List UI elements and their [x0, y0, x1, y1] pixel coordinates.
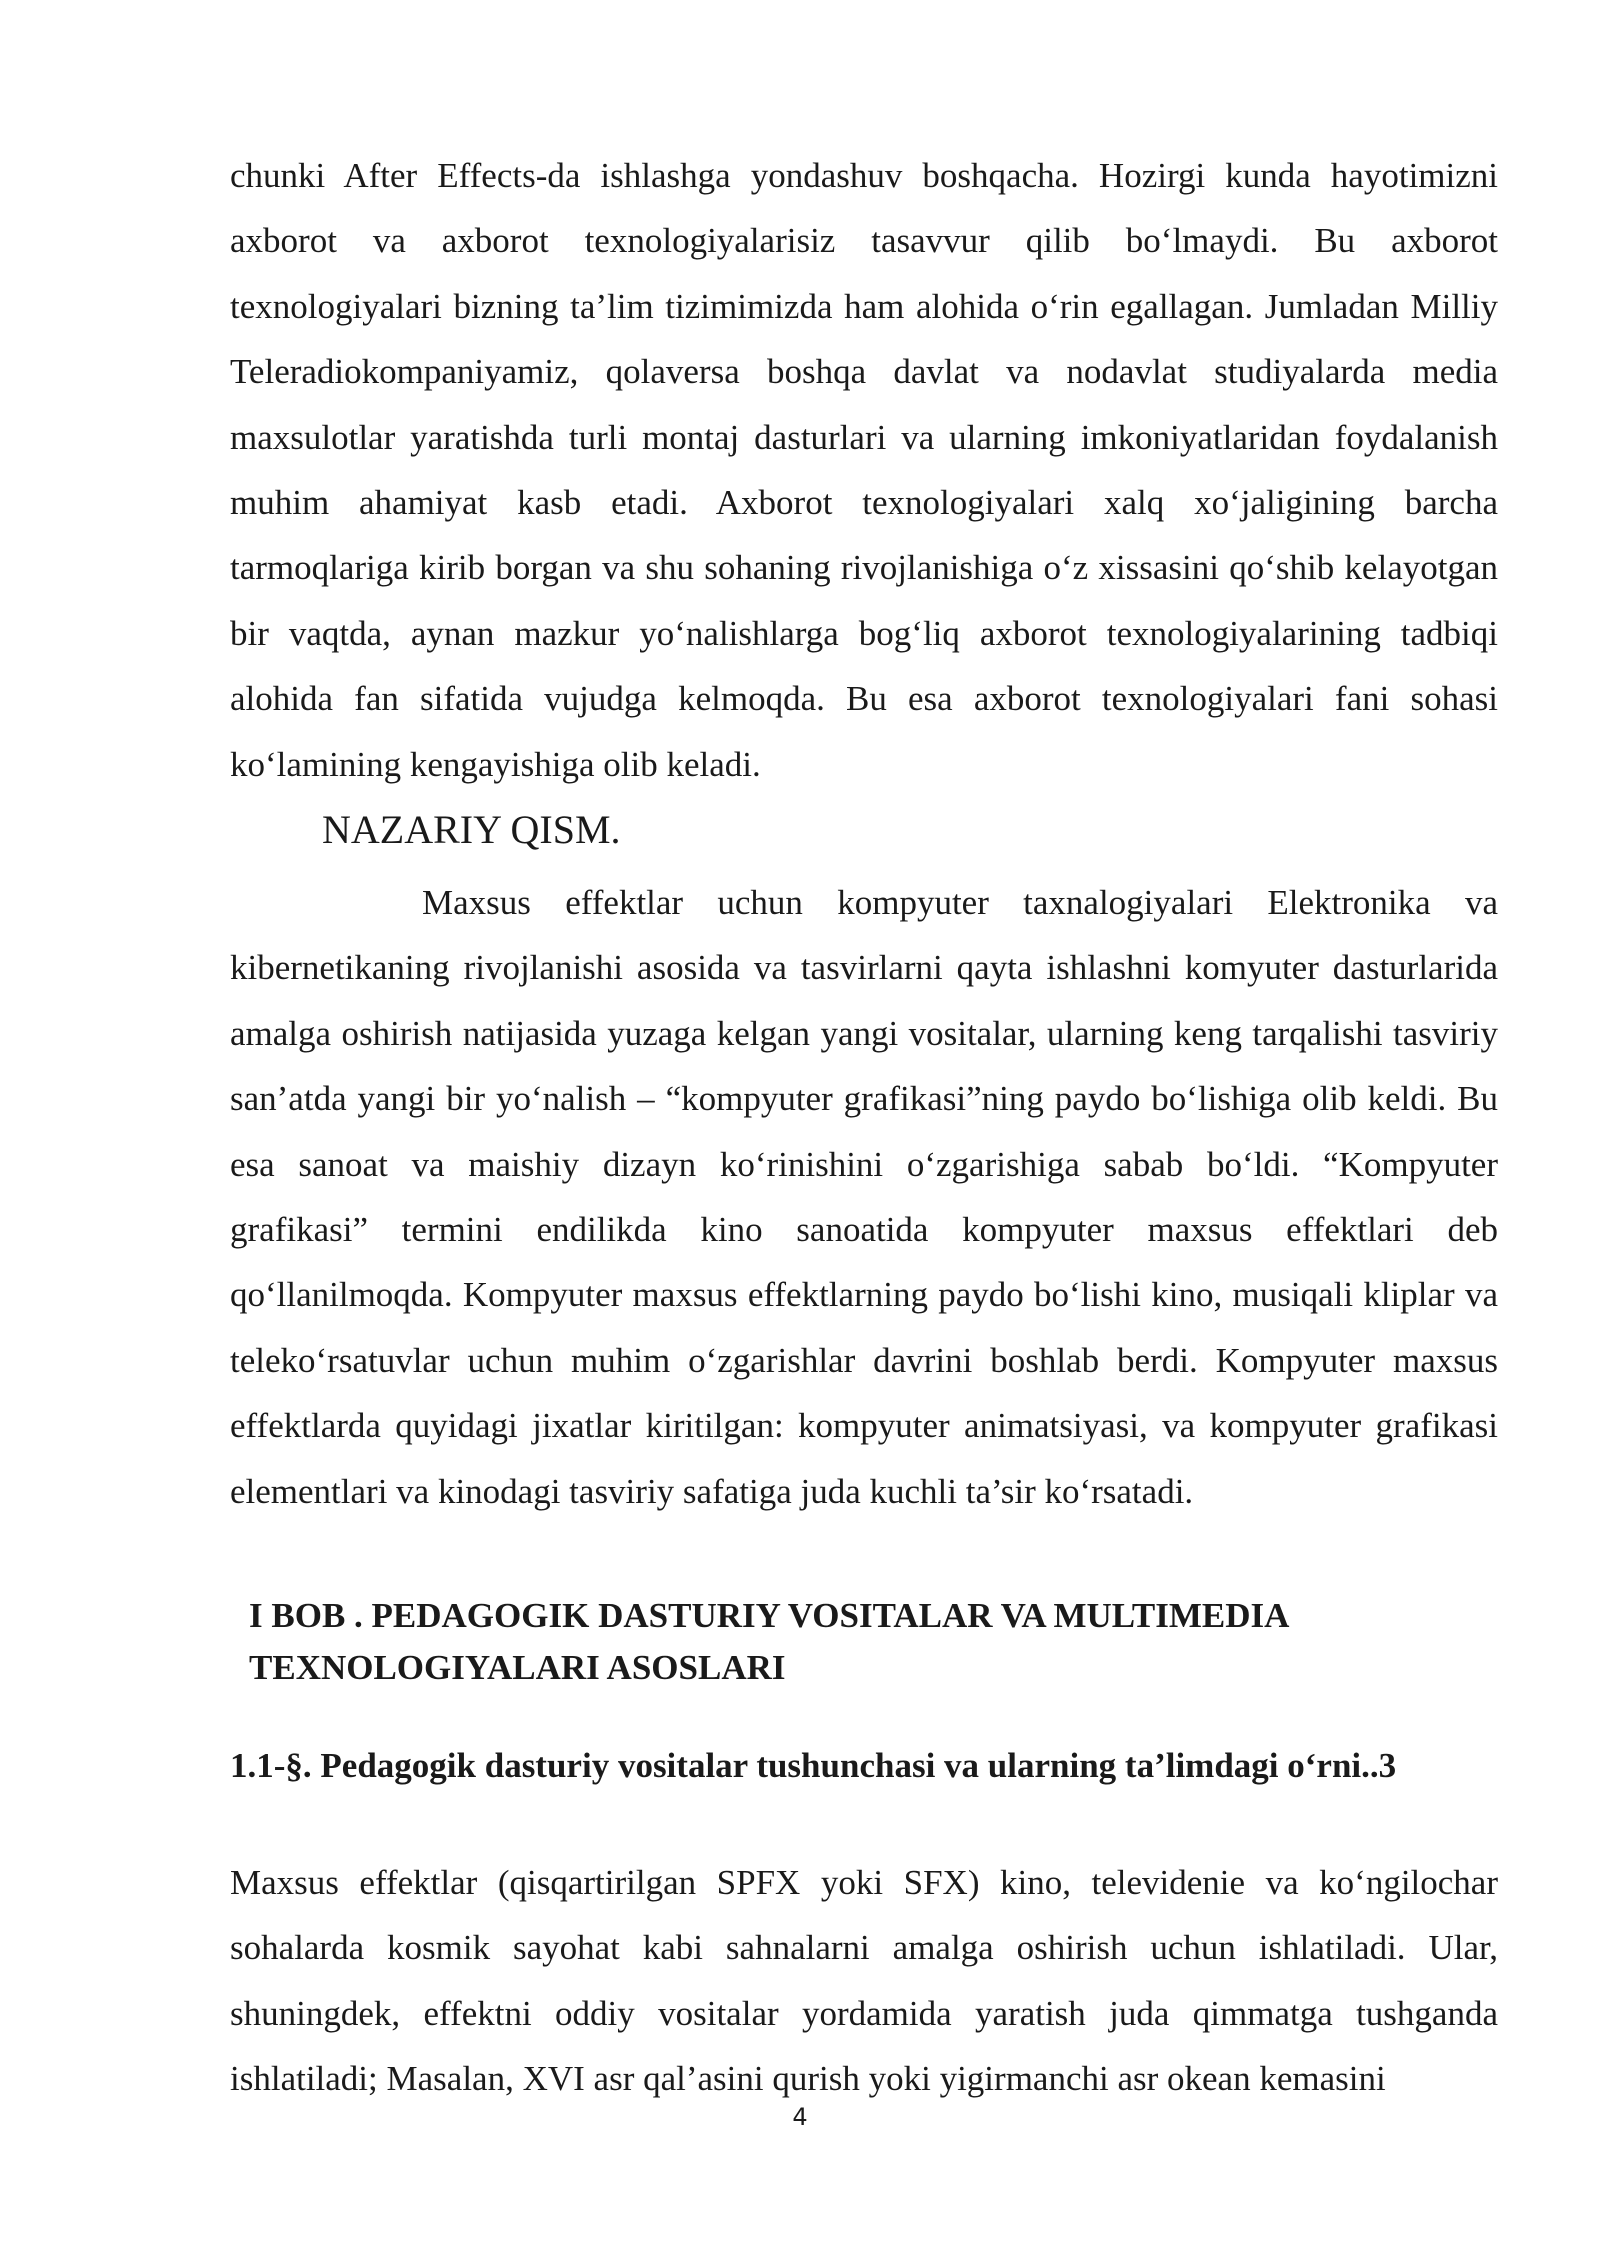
- chapter-heading: I BOB . PEDAGOGIK DASTURIY VOSITALAR VA MULTIMEDIA TEXNOLOGIYALARI ASOSLARI: [249, 1596, 1288, 1687]
- page-number: 4: [792, 2103, 808, 2131]
- effects-paragraph: Maxsus effektlar (qisqartirilgan SPFX yoki SFX) kino, televidenie va ko‘ngilochar sohalarda kosmik sayohat kabi sahnalarni amalga oshirish uchun ishlatiladi. Ular, shuningdek, effektni oddiy vositalar yordamida yaratish juda qimmatga tushganda ishlatiladi; Masalan, XVI asr qal’asini qurish yoki yigirmanchi asr okean kemasini: [230, 1863, 1498, 2099]
- section-title: NAZARIY QISM.: [322, 807, 621, 852]
- effects-section: [230, 1850, 1498, 2112]
- intro-paragraph: chunki After Effects-da ishlashga yondashuv boshqacha. Hozirgi kunda hayotimizni axborot va axborot texnologiyalarisiz tasavvur qilib bo‘lmaydi. Bu axborot texnologiyalari bizning ta’lim tizimimizda ham alohida o‘rin egallagan. Jumladan Milliy Teleradiokompaniyamiz, qolaversa boshqa davlat va nodavlat studiyalarda media maxsulotlar yaratishda turli montaj dasturlari va ularning imkoniyatlaridan foydalanish muhim ahamiyat kasb etadi. Axborot texnologiyalari xalq xo‘jaligining barcha tarmoqlariga kirib borgan va shu sohaning rivojlanishiga o‘z xissasini qo‘shib kelayotgan bir vaqtda, aynan mazkur yo‘nalishlarga bog‘liq axborot texnologiyalarining tadbiqi alohida fan sifatida vujudga kelmoqda. Bu esa axborot texnologiyalari fani sohasi ko‘lamining kengayishiga olib keladi.: [230, 156, 1498, 784]
- subsection-heading: 1.1-§. Pedagogik dasturiy vositalar tushunchasi va ularning ta’limdagi o‘rni..3: [230, 1746, 1397, 1785]
- theory-section: [230, 870, 1498, 1524]
- intro-section: [230, 143, 1498, 797]
- theory-paragraph: Maxsus effektlar uchun kompyuter taxnalogiyalari Elektronika va kibernetikaning rivojlanishi asosida va tasvirlarni qayta ishlashni komyuter dasturlarida amalga oshirish natijasida yuzaga kelgan yangi vositalar, ularning keng tarqalishi tasviriy san’atda yangi bir yo‘nalish – “kompyuter grafikasi”ning paydo bo‘lishiga olib keldi. Bu esa sanoat va maishiy dizayn ko‘rinishini o‘zgarishiga sabab bo‘ldi. “Kompyuter grafikasi” termini endilikda kino sanoatida kompyuter maxsus effektlari deb qo‘llanilmoqda. Kompyuter maxsus effektlarning paydo bo‘lishi kino, musiqali kliplar va teleko‘rsatuvlar uchun muhim o‘zgarishlar davrini boshlab berdi. Kompyuter maxsus effektlarda quyidagi jixatlar kiritilgan: kompyuter animatsiyasi, va kompyuter grafikasi elementlari va kinodagi tasviriy safatiga juda kuchli ta’sir ko‘rsatadi.: [230, 883, 1498, 1511]
